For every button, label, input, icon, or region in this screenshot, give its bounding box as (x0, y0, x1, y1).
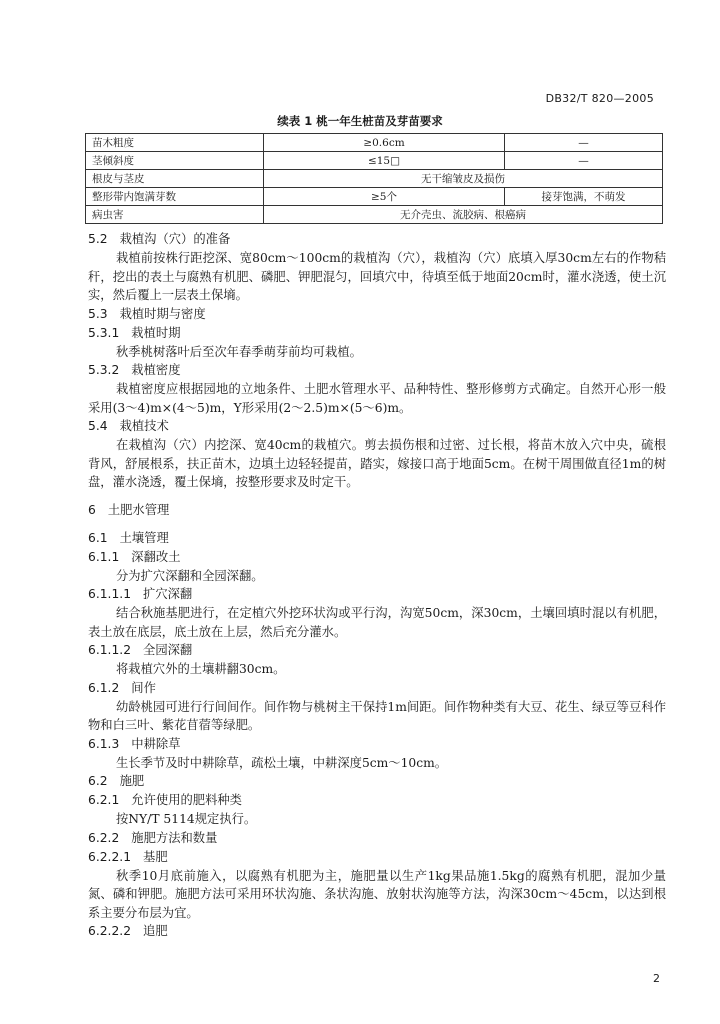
table-cell: 根皮与茎皮 (86, 170, 264, 188)
section-heading: 6.1.2 间作 (88, 680, 156, 695)
section-heading: 6.1.1 深翻改土 (88, 549, 181, 564)
table-cell: — (505, 134, 663, 152)
table-cell: ≥5个 (264, 188, 505, 206)
section-heading: 6.2.1 允许使用的肥料种类 (88, 793, 242, 807)
page-number: 2 (653, 972, 660, 985)
table-cell: 接芽饱满，不萌发 (505, 188, 663, 206)
seedling-requirements-table (85, 133, 663, 224)
table-cell: ≤15□ (264, 152, 505, 170)
section-heading: 6.2.2 施肥方法和数量 (88, 830, 218, 845)
paragraph: 栽植前按株行距挖深、宽80cm～100cm的栽植沟（穴），栽植沟（穴）底填入厚30cm左右的作物秸秆，挖出的表土与腐熟有机肥、磷肥、钾肥混匀，回填穴中，待填至低于地面20cm时，灌水浇透，使土沉实，然后覆上一层表土保墒。 (88, 251, 666, 302)
section-heading: 6.1.1.1 扩穴深翻 (88, 587, 193, 601)
chapter-heading: 6 土肥水管理 (88, 502, 170, 517)
section-heading: 5.4 栽植技术 (88, 419, 169, 433)
section-heading: 6.1 土壤管理 (88, 530, 169, 545)
paragraph: 分为扩穴深翻和全园深翻。 (116, 568, 264, 583)
table-row (86, 152, 663, 170)
document-code: DB32/T 820—2005 (545, 92, 654, 105)
section-heading: 6.2 施肥 (88, 774, 145, 788)
section-heading: 6.2.2.2 追肥 (88, 924, 168, 938)
table-cell: — (505, 152, 663, 170)
paragraph: 按NY/T 5114规定执行。 (116, 812, 257, 826)
paragraph: 将栽植穴外的土壤耕翻30cm。 (116, 662, 286, 676)
table-cell: 病虫害 (86, 206, 264, 224)
table-title: 续表 1 桃一年生桩苗及芽苗要求 (277, 114, 443, 128)
section-heading: 6.1.1.2 全园深翻 (88, 643, 193, 657)
table-cell: 无介壳虫、流胶病、根癌病 (264, 206, 663, 224)
document-body (88, 230, 666, 941)
section-heading: 5.2 栽植沟（穴）的准备 (88, 232, 231, 246)
table-row (86, 206, 663, 224)
table-row (86, 134, 663, 152)
table-cell: 茎倾斜度 (86, 152, 264, 170)
section-heading: 6.1.3 中耕除草 (88, 736, 181, 751)
section-heading: 5.3 栽植时期与密度 (88, 306, 206, 321)
table-row (86, 170, 663, 188)
paragraph: 栽植密度应根据园地的立地条件、土肥水管理水平、品种特性、整形修剪方式确定。自然开心形一般采用(3～4)m×(4～5)m，Y形采用(2～2.5)m×(5～6)m。 (88, 382, 666, 415)
paragraph: 结合秋施基肥进行，在定植穴外挖环状沟或平行沟，沟宽50cm，深30cm，土壤回填时混以有机肥，表土放在底层，底土放在上层，然后充分灌水。 (88, 606, 666, 639)
table-cell: 无干缩皱皮及损伤 (264, 170, 663, 188)
paragraph: 幼龄桃园可进行行间间作。间作物与桃树主干保持1m间距。间作物种类有大豆、花生、绿豆等豆科作物和白三叶、紫花苜蓿等绿肥。 (88, 699, 666, 732)
section-heading: 6.2.2.1 基肥 (88, 849, 168, 864)
table-row (86, 188, 663, 206)
paragraph: 秋季10月底前施入，以腐熟有机肥为主，施肥量以生产1kg果品施1.5kg的腐熟有机肥，混加少量氮、磷和钾肥。施肥方法可采用环状沟施、条状沟施、放射状沟施等方法，沟深30cm～45cm，以达到根系主要分布层为宜。 (88, 868, 666, 920)
table-cell: 苗木粗度 (86, 134, 264, 152)
table-cell: ≥0.6cm (264, 134, 505, 152)
paragraph: 秋季桃树落叶后至次年春季萌芽前均可栽植。 (116, 344, 362, 359)
table-cell: 整形带内饱满芽数 (86, 188, 264, 206)
section-heading: 5.3.2 栽植密度 (88, 363, 181, 377)
section-heading: 5.3.1 栽植时期 (88, 325, 181, 340)
paragraph: 在栽植沟（穴）内挖深、宽40cm的栽植穴。剪去损伤根和过密、过长根，将苗木放入穴中央，硫根背风，舒展根系，扶正苗木，边填土边轻轻提苗，踏实，嫁接口高于地面5cm。在树干周围做直径1m的树盘，灌水浇透，覆土保墒，按整形要求及时定干。 (88, 438, 666, 489)
paragraph: 生长季节及时中耕除草，疏松土壤，中耕深度5cm～10cm。 (116, 755, 448, 770)
